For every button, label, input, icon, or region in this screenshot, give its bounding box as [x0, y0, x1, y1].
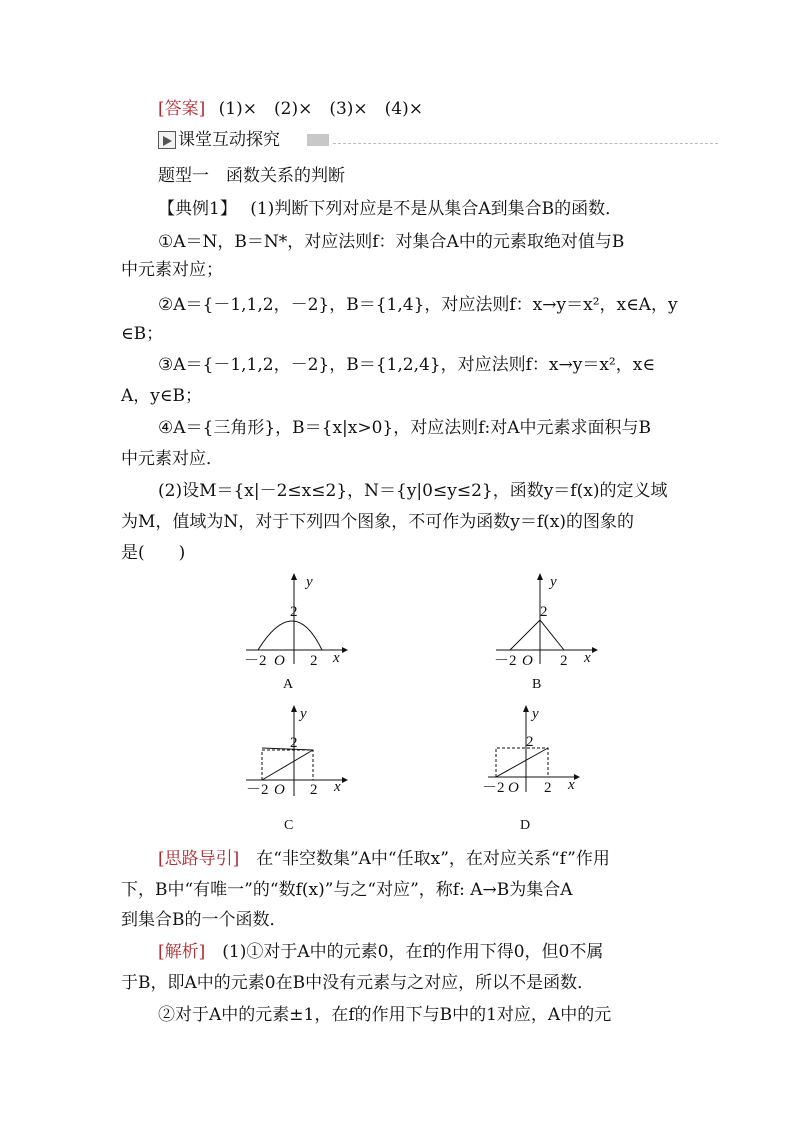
- tick-x-neg2: －2: [244, 653, 267, 668]
- x-axis-arrow: [342, 777, 348, 783]
- x-axis-arrow: [574, 774, 580, 780]
- y-axis-label: y: [532, 706, 539, 722]
- curve: [258, 621, 322, 650]
- hint-text1: 在“非空数集”A中“任取x”，在对应关系“f”作用: [239, 849, 610, 869]
- example-part2-line3: 是( ): [121, 543, 186, 563]
- caption-c: C: [284, 818, 294, 833]
- x-axis-arrow: [592, 647, 598, 653]
- hint-line3: 到集合B的一个函数．: [121, 910, 287, 930]
- analysis-line1: [158, 940, 718, 964]
- x-axis-label: x: [584, 650, 591, 666]
- graph-segment: [262, 750, 313, 780]
- graph-a: [238, 568, 358, 668]
- tick-x-neg2: －2: [494, 653, 517, 668]
- caption-b: B: [532, 677, 542, 692]
- tick-y-2: 2: [290, 604, 298, 620]
- example-label: 【典例1】: [158, 199, 237, 219]
- banner-rule: [333, 143, 718, 144]
- tick-x-neg2: －2: [246, 782, 269, 798]
- example-part2-line1: (2)设M＝{x|－2≤x≤2}，N＝{y|0≤y≤2}，函数y＝f(x)的定义域: [158, 481, 668, 501]
- tick-x-2: 2: [544, 780, 552, 796]
- tick-x-2: 2: [310, 653, 318, 668]
- example-item4-line2: 中元素对应．: [121, 449, 223, 469]
- example-intro: (1)判断下列对应是不是从集合A到集合B的函数．: [250, 199, 623, 219]
- example-intro-line: [158, 197, 718, 221]
- y-axis-arrow: [291, 573, 297, 580]
- section-title: 课堂互动探究: [178, 130, 280, 150]
- type-heading: 题型一 函数关系的判断: [158, 166, 345, 186]
- example-part2-line2: 为M，值域为N，对于下列四个图象，不可作为函数y＝f(x)的图象的: [121, 512, 635, 532]
- answer-label: [答案]: [158, 99, 206, 119]
- example-item4-line1: ④A＝{三角形}，B＝{x|x>0}，对应法则f:对A中元素求面积与B: [158, 418, 652, 438]
- graph-segment: [496, 748, 548, 777]
- origin-label: O: [274, 653, 285, 668]
- section-banner: [158, 130, 718, 152]
- answer-items: (1)× (2)× (3)× (4)×: [218, 99, 423, 119]
- example-item2-line2: ∈B；: [121, 324, 164, 344]
- graph-lines: [510, 620, 564, 650]
- analysis-line3: ②对于A中的元素±1，在f的作用下与B中的1对应，A中的元: [158, 1005, 612, 1025]
- answer-line: [158, 97, 718, 121]
- tick-x-2: 2: [310, 782, 318, 798]
- y-axis-label: y: [306, 574, 313, 590]
- x-axis-label: x: [333, 650, 340, 666]
- example-item3-line1: ③A＝{－1,1,2，－2}，B＝{1,2,4}，对应法则f：x→y＝x²，x∈: [158, 355, 655, 375]
- graph-d: [478, 700, 598, 800]
- x-axis-label: x: [568, 777, 575, 793]
- tick-y-2: 2: [540, 604, 548, 620]
- example-item2-line1: ②A＝{－1,1,2，－2}，B＝{1,4}，对应法则f：x→y＝x²，x∈A，y: [158, 295, 678, 315]
- analysis-text1: (1)①对于A中的元素0，在f的作用下得0，但0不属: [205, 942, 604, 962]
- tick-x-neg2: －2: [482, 780, 505, 796]
- play-arrow-icon: [158, 131, 176, 149]
- caption-a: A: [283, 677, 294, 692]
- hint-label: [思路导引]: [158, 849, 240, 869]
- origin-label: O: [274, 782, 285, 798]
- y-axis-arrow: [291, 705, 297, 712]
- caption-d: D: [520, 818, 531, 833]
- graph-c: [238, 700, 358, 800]
- y-axis-label: y: [550, 574, 557, 590]
- y-axis-label: y: [300, 706, 307, 722]
- analysis-label: [解析]: [158, 942, 206, 962]
- graph-b: [488, 568, 608, 668]
- example-item3-line2: A，y∈B；: [121, 386, 202, 406]
- analysis-line2: 于B，即A中的元素0在B中没有元素与之对应，所以不是函数．: [121, 973, 595, 993]
- example-item1-line2: 中元素对应；: [121, 260, 223, 280]
- y-axis-arrow: [537, 573, 543, 580]
- hint-line1: [158, 847, 718, 871]
- y-axis-arrow: [523, 705, 529, 712]
- tick-y-2: 2: [526, 734, 534, 750]
- x-axis-label: x: [334, 779, 341, 795]
- tick-x-2: 2: [560, 653, 568, 668]
- banner-shade: [307, 134, 329, 146]
- hint-line2: 下，B中“有唯一”的“数f(x)”与之“对应”，称f: A→B为集合A: [121, 880, 573, 900]
- example-item1-line1: ①A＝N，B＝N*，对应法则f：对集合A中的元素取绝对值与B: [158, 232, 625, 252]
- origin-label: O: [508, 780, 519, 796]
- origin-label: O: [522, 653, 533, 668]
- tick-y-2: 2: [290, 735, 298, 751]
- x-axis-arrow: [342, 647, 348, 653]
